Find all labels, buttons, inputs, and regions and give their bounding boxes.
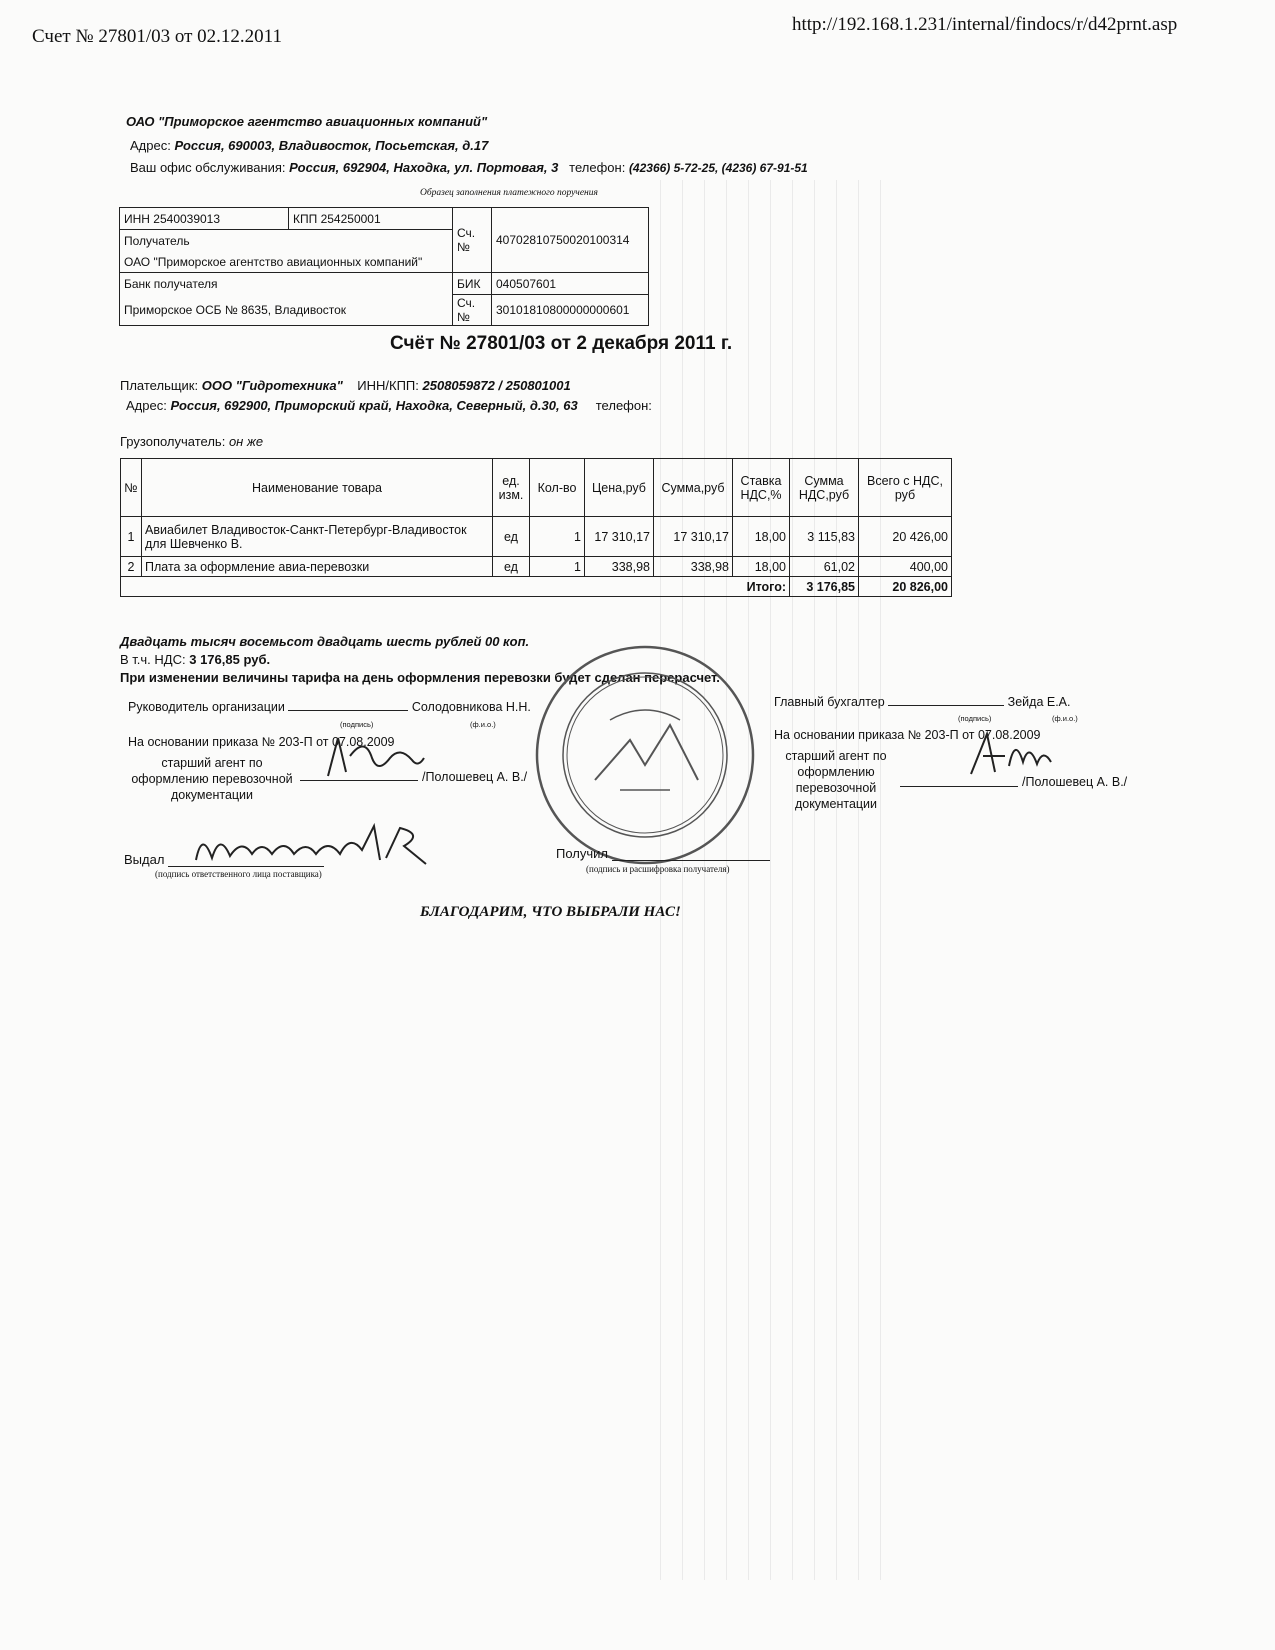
consignee-value: он же bbox=[228, 434, 264, 449]
row2-sum: 338,98 bbox=[654, 557, 733, 577]
col-header-total: Всего с НДС, руб bbox=[859, 459, 952, 517]
company-name: ОАО "Приморское агентство авиационных компаний" bbox=[126, 114, 488, 129]
right-agent-signature bbox=[965, 722, 1055, 782]
received-signature-line bbox=[612, 860, 770, 861]
payment-bank-label: Банк получателя bbox=[120, 273, 453, 295]
accountant-signature-line bbox=[888, 705, 1004, 706]
col-header-qty: Кол-во bbox=[530, 459, 585, 517]
accountant-name: Зейда Е.А. bbox=[1007, 695, 1071, 709]
vat-prefix: В т.ч. НДС: bbox=[120, 652, 186, 667]
payer-inn-label: ИНН/КПП: bbox=[357, 378, 419, 393]
payment-bik: 040507601 bbox=[492, 273, 649, 295]
col-header-sum: Сумма,руб bbox=[654, 459, 733, 517]
right-agent-name: /Полошевец А. В./ bbox=[1022, 775, 1128, 789]
payment-recipient-label: Получатель bbox=[120, 230, 453, 252]
director-fio-caption: (ф.и.о.) bbox=[470, 720, 496, 729]
issued-signature bbox=[190, 820, 450, 870]
payment-recipient: ОАО "Приморское агентство авиационных компаний" bbox=[120, 251, 453, 273]
thanks-footer: БЛАГОДАРИМ, ЧТО ВЫБРАЛИ НАС! bbox=[420, 904, 681, 920]
recalc-note: При изменении величины тарифа на день оформления перевозки будет сделан перерасчет. bbox=[120, 670, 720, 685]
goods-header-row bbox=[121, 459, 952, 517]
received-caption: (подпись и расшифровка получателя) bbox=[586, 864, 730, 874]
payment-form-caption: Образец заполнения платежного поручения bbox=[420, 188, 598, 198]
payment-account: 40702810750020100314 bbox=[492, 208, 649, 273]
print-header-url: http://192.168.1.231/internal/findocs/r/d42prnt.asp bbox=[792, 14, 1178, 35]
col-header-num: № bbox=[121, 459, 142, 517]
row2-name: Плата за оформление авиа-перевозки bbox=[142, 557, 493, 577]
left-agent-name: /Полошевец А. В./ bbox=[422, 770, 528, 784]
row2-total: 400,00 bbox=[859, 557, 952, 577]
payment-corr-label: Сч.№ bbox=[453, 295, 492, 326]
accountant-label: Главный бухгалтер bbox=[774, 695, 885, 709]
company-office-label: Ваш офис обслуживания: bbox=[130, 160, 286, 175]
consignee-line bbox=[120, 434, 263, 449]
payer-phone-label: телефон: bbox=[595, 398, 652, 413]
table-row bbox=[121, 517, 952, 557]
payer-address: Россия, 692900, Приморский край, Находка, Северный, д.30, 63 bbox=[170, 398, 578, 413]
row2-price: 338,98 bbox=[585, 557, 654, 577]
col-header-vat-sum: Сумма НДС,руб bbox=[790, 459, 859, 517]
row1-sum: 17 310,17 bbox=[654, 517, 733, 557]
col-header-unit: ед. изм. bbox=[493, 459, 530, 517]
payer-label: Плательщик: bbox=[120, 378, 199, 393]
issued-label: Выдал bbox=[124, 852, 165, 867]
col-header-price: Цена,руб bbox=[585, 459, 654, 517]
director-sig-caption: (подпись) bbox=[340, 720, 374, 729]
accountant-sig-caption: (подпись) bbox=[958, 714, 992, 723]
bleed-through-lines bbox=[660, 180, 900, 1580]
left-order-basis: На основании приказа № 203-П от 07.08.2009 bbox=[128, 735, 395, 749]
director-label: Руководитель организации bbox=[128, 700, 285, 714]
bleed-through-text bbox=[940, 180, 1030, 1620]
payment-bik-label: БИК bbox=[453, 273, 492, 295]
company-stamp bbox=[530, 640, 760, 870]
goods-table bbox=[120, 458, 952, 597]
company-address: Россия, 690003, Владивосток, Посьетская, д.17 bbox=[174, 138, 489, 153]
col-header-name: Наименование товара bbox=[142, 459, 493, 517]
total-label: Итого: bbox=[121, 577, 790, 597]
company-office-line bbox=[130, 160, 808, 175]
row2-vat-sum: 61,02 bbox=[790, 557, 859, 577]
right-agent-label: старший агент по оформлению перевозочной документации bbox=[785, 749, 887, 811]
payer-inn-kpp: 2508059872 / 250801001 bbox=[422, 378, 571, 393]
company-office: Россия, 692904, Находка, ул. Портовая, 3 bbox=[289, 160, 559, 175]
payment-inn: ИНН 2540039013 bbox=[120, 208, 289, 230]
director-line bbox=[128, 700, 531, 714]
left-agent-signature bbox=[320, 728, 430, 784]
payment-corr: 30101810800000000601 bbox=[492, 295, 649, 326]
row1-price: 17 310,17 bbox=[585, 517, 654, 557]
invoice-title: Счёт № 27801/03 от 2 декабря 2011 г. bbox=[390, 333, 733, 354]
payment-form-table bbox=[119, 207, 649, 326]
total-sum: 20 826,00 bbox=[859, 577, 952, 597]
row1-name: Авиабилет Владивосток-Санкт-Петербург-Владивосток для Шевченко В. bbox=[142, 517, 493, 557]
director-signature-line bbox=[288, 710, 408, 711]
vat-value: 3 176,85 руб. bbox=[189, 652, 271, 667]
vat-line bbox=[120, 652, 270, 667]
accountant-line bbox=[774, 695, 1071, 709]
right-order-basis: На основании приказа № 203-П от 07.08.2009 bbox=[774, 728, 1041, 742]
director-name: Солодовникова Н.Н. bbox=[411, 700, 531, 714]
received-label: Получил bbox=[556, 846, 608, 861]
issued-caption: (подпись ответственного лица поставщика) bbox=[155, 869, 322, 879]
row2-qty: 1 bbox=[530, 557, 585, 577]
row1-total: 20 426,00 bbox=[859, 517, 952, 557]
payer-name: ООО "Гидротехника" bbox=[201, 378, 343, 393]
company-phone-label: телефон: bbox=[569, 160, 626, 175]
total-row bbox=[121, 577, 952, 597]
payer-line bbox=[120, 378, 571, 393]
total-vat: 3 176,85 bbox=[790, 577, 859, 597]
row1-qty: 1 bbox=[530, 517, 585, 557]
col-header-vat-rate: Ставка НДС,% bbox=[733, 459, 790, 517]
table-row bbox=[121, 557, 952, 577]
amount-in-words: Двадцать тысяч восемьсот двадцать шесть рублей 00 коп. bbox=[120, 634, 530, 649]
print-header-title: Счет № 27801/03 от 02.12.2011 bbox=[32, 26, 282, 47]
payer-address-label: Адрес: bbox=[126, 398, 167, 413]
row1-num: 1 bbox=[121, 517, 142, 557]
row1-vat-rate: 18,00 bbox=[733, 517, 790, 557]
payment-bank: Приморское ОСБ № 8635, Владивосток bbox=[120, 295, 453, 326]
right-agent-signature-line bbox=[900, 786, 1018, 787]
company-address-line bbox=[130, 138, 488, 153]
row1-unit: ед bbox=[493, 517, 530, 557]
payment-account-label: Сч.№ bbox=[453, 208, 492, 273]
row2-unit: ед bbox=[493, 557, 530, 577]
accountant-fio-caption: (ф.и.о.) bbox=[1052, 714, 1078, 723]
consignee-label: Грузополучатель: bbox=[120, 434, 226, 449]
row1-vat-sum: 3 115,83 bbox=[790, 517, 859, 557]
row2-num: 2 bbox=[121, 557, 142, 577]
company-phone: (42366) 5-72-25, (4236) 67-91-51 bbox=[628, 161, 808, 175]
company-address-label: Адрес: bbox=[130, 138, 171, 153]
left-agent-label: старший агент по оформлению перевозочной документации bbox=[131, 756, 293, 802]
row2-vat-rate: 18,00 bbox=[733, 557, 790, 577]
payment-kpp: КПП 254250001 bbox=[289, 208, 453, 230]
payer-address-line bbox=[126, 398, 652, 413]
